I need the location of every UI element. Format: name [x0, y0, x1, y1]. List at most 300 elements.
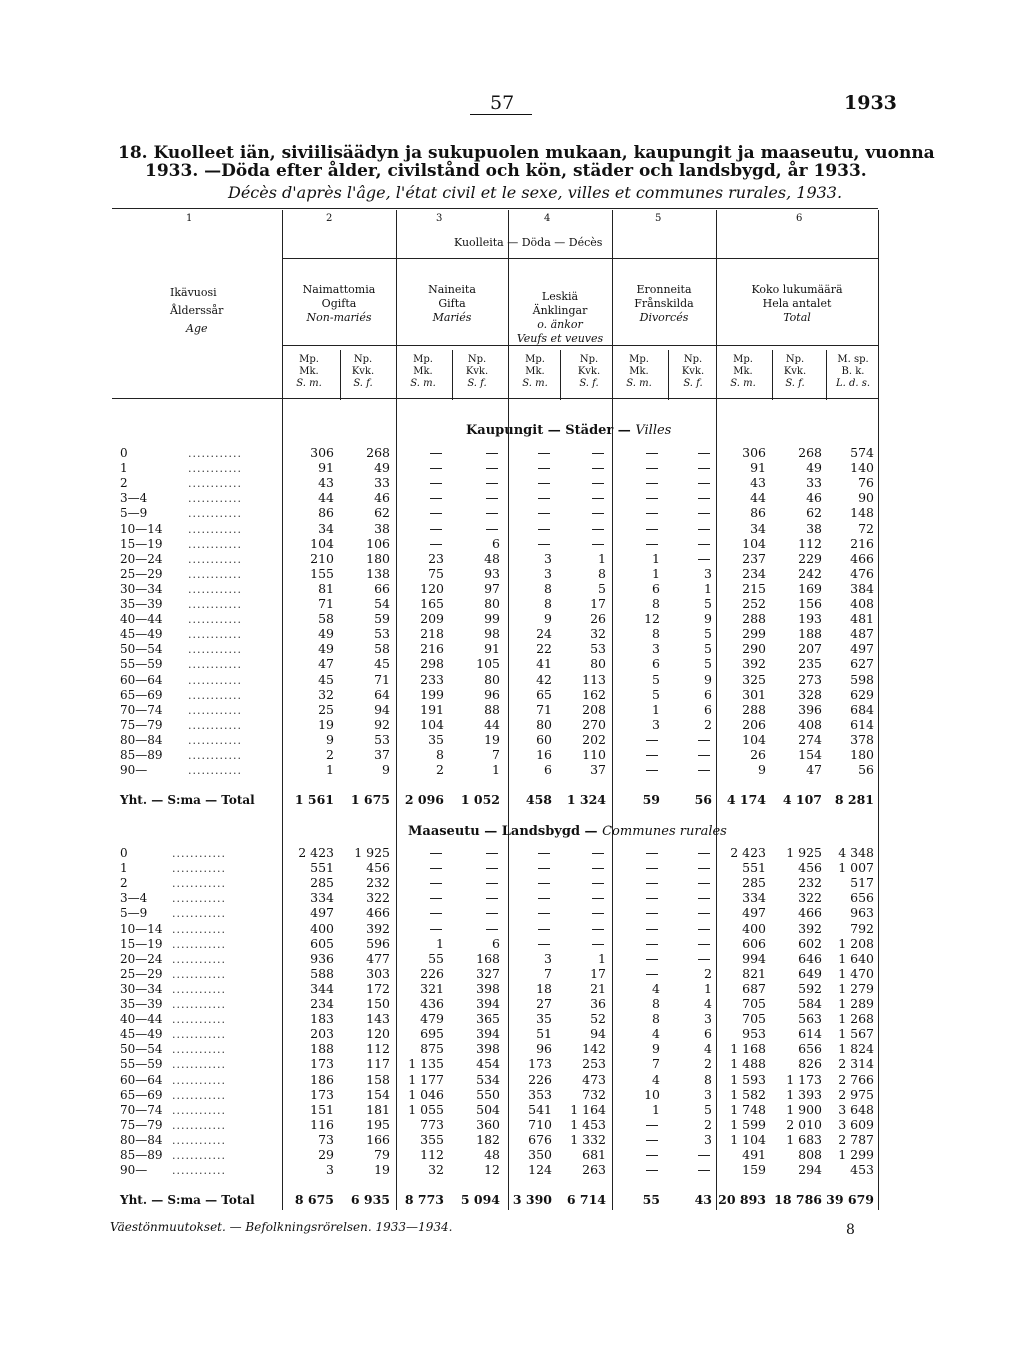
sub-header-line: Np.	[467, 354, 487, 365]
age-label: 35—39	[120, 597, 163, 611]
total-label: Yht. — S:ma — Total	[120, 793, 255, 807]
table-cell: 875	[420, 1041, 444, 1057]
leader-dots: ............	[188, 749, 242, 762]
leader-dots: ............	[188, 673, 242, 687]
total-cell: 20 893	[718, 1192, 766, 1207]
empty-cell-dash	[646, 959, 658, 960]
leader-dots: ............	[172, 877, 226, 891]
empty-cell-dash	[646, 740, 658, 741]
table-cell: 5	[704, 656, 712, 672]
table-cell: 936	[310, 950, 334, 966]
table-cell: 154	[798, 747, 822, 762]
sub-header-line: Mp.	[629, 354, 649, 365]
table-cell: 19	[374, 1162, 390, 1178]
leader-dots: ............	[188, 598, 242, 611]
table-cell: 8	[598, 565, 606, 581]
column-number: 4	[544, 213, 551, 224]
table-cell: 1 046	[408, 1086, 444, 1102]
leader-dots: ............	[172, 862, 226, 876]
table-cell: 138	[366, 565, 390, 581]
leader-dots: ............	[172, 1073, 226, 1087]
table-cell: 301	[742, 686, 766, 702]
age-label: 60—64	[120, 1072, 163, 1087]
table-cell: 1 299	[838, 1147, 874, 1162]
sub-header-line: S. m.	[522, 378, 548, 389]
table-cell: 199	[420, 686, 444, 702]
section-title: Kaupungit — Städer — Villes	[466, 423, 672, 438]
table-cell: 2 314	[838, 1056, 874, 1072]
table-cell: 398	[476, 980, 500, 996]
table-cell: 592	[798, 980, 822, 996]
table-cell: 1	[652, 1101, 660, 1117]
empty-cell-dash	[538, 453, 550, 454]
table-cell: 148	[850, 505, 874, 521]
table-cell: 42	[536, 671, 552, 687]
table-cell: 124	[528, 1162, 552, 1178]
empty-cell-dash	[486, 868, 498, 869]
age-label: 45—49	[120, 1027, 163, 1042]
page-number-rule	[470, 114, 532, 115]
table-cell: 168	[476, 950, 500, 966]
sub-header-line: B. k.	[841, 366, 865, 377]
leader-dots: ............	[172, 922, 226, 936]
age-label: 5—9	[120, 506, 148, 521]
table-cell: 466	[366, 905, 390, 921]
sub-header-line: Kvk.	[783, 366, 807, 377]
empty-cell-dash	[486, 853, 498, 854]
table-cell: 65	[536, 686, 552, 702]
table-cell: 2 787	[838, 1131, 874, 1147]
table-cell: 55	[428, 950, 444, 966]
table-cell: 203	[310, 1026, 334, 1042]
table-cell: 91	[484, 641, 500, 657]
table-cell: 90	[858, 490, 874, 506]
age-label: 90—	[120, 763, 148, 778]
empty-cell-dash	[430, 853, 442, 854]
age-label: 45—49	[120, 627, 163, 642]
table-cell: 46	[374, 490, 390, 506]
empty-cell-dash	[538, 468, 550, 469]
empty-cell-dash	[486, 468, 498, 469]
leader-dots: ............	[172, 892, 226, 906]
empty-cell-dash	[646, 453, 658, 454]
table-cell: 365	[476, 1011, 500, 1027]
table-cell: 3 609	[838, 1116, 874, 1132]
group-header-line: Leskiä	[541, 290, 579, 303]
leader-dots: ............	[188, 522, 242, 536]
empty-cell-dash	[646, 1170, 658, 1171]
sub-column-divider	[826, 350, 827, 400]
table-cell: 37	[590, 762, 606, 778]
table-cell: 1 567	[838, 1026, 874, 1042]
empty-cell-dash	[646, 883, 658, 884]
table-cell: 41	[536, 656, 552, 672]
table-cell: 963	[850, 905, 874, 921]
empty-cell-dash	[430, 883, 442, 884]
table-cell: 105	[476, 656, 500, 672]
table-cell: 9	[382, 762, 390, 778]
table-cell: 1 055	[408, 1101, 444, 1117]
age-label: 10—14	[120, 521, 163, 536]
table-cell: 156	[798, 596, 822, 611]
empty-cell-dash	[592, 944, 604, 945]
table-cell: 605	[310, 935, 334, 951]
table-cell: 17	[590, 965, 606, 981]
table-cell: 8	[652, 626, 660, 642]
leader-dots: ............	[172, 982, 226, 996]
sub-header-line: Mk.	[629, 366, 649, 377]
empty-cell-dash	[646, 468, 658, 469]
table-cell: 2	[326, 747, 334, 762]
table-cell: 79	[374, 1147, 390, 1162]
table-cell: 408	[798, 716, 822, 732]
table-cell: 29	[318, 1147, 334, 1162]
total-cell: 5 094	[460, 1192, 500, 1207]
empty-cell-dash	[592, 529, 604, 530]
table-cell: 104	[742, 535, 766, 551]
table-cell: 62	[806, 505, 822, 521]
sub-header-line: S. m.	[410, 378, 436, 389]
table-cell: 1	[492, 762, 500, 778]
table-cell: 687	[742, 980, 766, 996]
table-cell: 273	[798, 671, 822, 687]
table-cell: 534	[476, 1071, 500, 1087]
total-cell: 4 174	[726, 792, 766, 807]
table-cell: 25	[318, 701, 334, 717]
table-cell: 298	[420, 656, 444, 672]
table-cell: 392	[366, 920, 390, 936]
leader-dots: ............	[188, 567, 242, 581]
table-cell: 62	[374, 505, 390, 521]
age-label: 25—29	[120, 566, 163, 581]
table-cell: 2 975	[838, 1086, 874, 1102]
table-cell: 826	[798, 1056, 822, 1072]
empty-cell-dash	[592, 468, 604, 469]
age-label: 80—84	[120, 732, 163, 747]
table-cell: 234	[742, 565, 766, 581]
table-cell: 360	[476, 1116, 500, 1132]
table-cell: 398	[476, 1041, 500, 1057]
table-cell: 602	[798, 935, 822, 951]
table-cell: 456	[366, 860, 390, 876]
group-header-line: Änklingar	[532, 304, 588, 317]
table-cell: 5	[652, 671, 660, 687]
column-number: 1	[186, 213, 193, 224]
table-cell: 154	[366, 1086, 390, 1102]
table-cell: 5	[704, 626, 712, 642]
table-cell: 384	[850, 580, 874, 596]
total-cell: 458	[525, 792, 552, 807]
table-cell: 253	[582, 1056, 606, 1072]
leader-dots: ............	[172, 1013, 226, 1027]
deaths-caption: Kuolleita — Döda — Décès	[454, 236, 603, 249]
table-cell: 155	[310, 565, 334, 581]
empty-cell-dash	[538, 544, 550, 545]
table-cell: 1	[652, 565, 660, 581]
total-cell: 8 281	[834, 792, 874, 807]
table-cell: 1 268	[838, 1011, 874, 1027]
leader-dots: ............	[172, 1118, 226, 1132]
leader-dots: ............	[172, 1043, 226, 1057]
table-cell: 4	[652, 1071, 660, 1087]
table-cell: 237	[742, 550, 766, 566]
table-cell: 303	[366, 965, 390, 981]
empty-cell-dash	[646, 483, 658, 484]
table-cell: 1 164	[570, 1101, 606, 1117]
table-cell: 344	[310, 980, 334, 996]
total-cell: 8 773	[404, 1192, 444, 1207]
table-cell: 1 824	[838, 1041, 874, 1057]
sub-header-line: Kvk.	[351, 366, 375, 377]
table-cell: 38	[374, 520, 390, 536]
header-bottom-rule	[112, 398, 878, 399]
age-label: 70—74	[120, 702, 163, 717]
table-cell: 47	[806, 762, 822, 778]
table-cell: 1 332	[570, 1131, 606, 1147]
table-cell: 45	[318, 671, 334, 687]
age-label: 35—39	[120, 997, 163, 1011]
table-cell: 80	[536, 716, 552, 732]
age-label: 40—44	[120, 1012, 163, 1027]
empty-cell-dash	[592, 898, 604, 899]
leader-dots: ............	[188, 733, 242, 747]
table-cell: 233	[420, 671, 444, 687]
table-cell: 9	[704, 611, 712, 627]
table-cell: 23	[428, 550, 444, 566]
table-cell: 181	[366, 1101, 390, 1117]
table-cell: 88	[484, 701, 500, 717]
table-cell: 86	[750, 505, 766, 521]
table-cell: 235	[798, 656, 822, 672]
age-label: 10—14	[120, 921, 163, 936]
table-cell: 34	[750, 520, 766, 536]
empty-cell-dash	[430, 868, 442, 869]
sub-header-line: L. d. s.	[835, 378, 871, 389]
sub-header-line: Kvk.	[465, 366, 489, 377]
table-cell: 19	[484, 731, 500, 747]
empty-cell-dash	[538, 868, 550, 869]
table-cell: 94	[590, 1026, 606, 1042]
leader-dots: ............	[172, 967, 226, 981]
table-cell: 8	[544, 580, 552, 596]
empty-cell-dash	[486, 498, 498, 499]
table-cell: 588	[310, 965, 334, 981]
table-cell: 209	[420, 611, 444, 627]
sub-header-line: Mp.	[525, 354, 545, 365]
table-cell: 274	[798, 731, 822, 747]
table-cell: 113	[582, 671, 606, 687]
empty-cell-dash	[486, 898, 498, 899]
group-header-line: Gifta	[438, 297, 466, 310]
table-cell: 355	[420, 1131, 444, 1147]
table-cell: 1 900	[786, 1101, 822, 1117]
group-header-line: Frånskilda	[634, 297, 694, 310]
table-cell: 6	[652, 656, 660, 672]
total-cell: 55	[642, 1192, 660, 1207]
table-cell: 322	[798, 890, 822, 906]
total-label: Yht. — S:ma — Total	[120, 1193, 255, 1207]
table-cell: 3	[652, 641, 660, 657]
total-cell: 39 679	[826, 1192, 874, 1207]
table-cell: 517	[850, 875, 874, 891]
table-cell: 12	[484, 1162, 500, 1178]
table-cell: 7	[544, 965, 552, 981]
table-cell: 321	[420, 980, 444, 996]
table-cell: 49	[806, 460, 822, 476]
age-label: 30—34	[120, 581, 163, 596]
table-cell: 38	[806, 520, 822, 536]
table-cell: 268	[366, 445, 390, 460]
table-cell: 551	[310, 860, 334, 876]
table-cell: 162	[582, 686, 606, 702]
table-cell: 646	[798, 950, 822, 966]
empty-cell-dash	[646, 944, 658, 945]
table-cell: 584	[798, 996, 822, 1011]
leader-dots: ............	[188, 507, 242, 521]
age-label: 40—44	[120, 612, 163, 627]
table-cell: 396	[798, 701, 822, 717]
table-cell: 188	[310, 1041, 334, 1057]
table-cell: 5	[704, 641, 712, 657]
age-label: 65—69	[120, 1087, 163, 1102]
table-cell: 1 168	[730, 1041, 766, 1057]
table-cell: 215	[742, 580, 766, 596]
total-cell: 3 390	[512, 1192, 552, 1207]
table-cell: 159	[742, 1162, 766, 1178]
table-cell: 6	[704, 701, 712, 717]
table-cell: 158	[366, 1071, 390, 1087]
leader-dots: ............	[188, 613, 242, 627]
table-cell: 5	[652, 686, 660, 702]
table-cell: 207	[798, 641, 822, 657]
table-cell: 173	[528, 1056, 552, 1072]
table-cell: 394	[476, 1026, 500, 1042]
age-header-fr: Age	[186, 322, 208, 335]
table-cell: 49	[374, 460, 390, 476]
table-cell: 6	[492, 535, 500, 551]
table-cell: 456	[798, 860, 822, 876]
table-cell: 18	[536, 980, 552, 996]
table-cell: 1	[598, 950, 606, 966]
table-cell: 3	[544, 565, 552, 581]
age-label: 2	[120, 876, 128, 891]
table-cell: 43	[318, 475, 334, 491]
table-cell: 953	[742, 1026, 766, 1042]
empty-cell-dash	[646, 898, 658, 899]
table-cell: 206	[742, 716, 766, 732]
table-cell: 182	[476, 1131, 500, 1147]
table-cell: 8	[652, 1011, 660, 1027]
table-cell: 33	[374, 475, 390, 491]
table-cell: 52	[590, 1011, 606, 1027]
table-cell: 350	[528, 1147, 552, 1162]
table-cell: 150	[366, 996, 390, 1011]
table-cell: 7	[652, 1056, 660, 1072]
table-cell: 1	[326, 762, 334, 778]
empty-cell-dash	[592, 513, 604, 514]
table-cell: 4	[704, 996, 712, 1011]
table-cell: 477	[366, 950, 390, 966]
table-cell: 76	[858, 475, 874, 491]
table-cell: 551	[742, 860, 766, 876]
leader-dots: ............	[172, 1028, 226, 1042]
leader-dots: ............	[188, 643, 242, 657]
table-cell: 322	[366, 890, 390, 906]
table-cell: 1 135	[408, 1056, 444, 1072]
table-cell: 117	[366, 1056, 390, 1072]
table-cell: 773	[420, 1116, 444, 1132]
empty-cell-dash	[538, 913, 550, 914]
table-cell: 3	[544, 950, 552, 966]
table-cell: 649	[798, 965, 822, 981]
table-cell: 19	[318, 716, 334, 732]
table-cell: 808	[798, 1147, 822, 1162]
total-cell: 1 675	[350, 792, 390, 807]
table-cell: 2 423	[298, 845, 334, 860]
empty-cell-dash	[430, 513, 442, 514]
leader-dots: ............	[188, 688, 242, 702]
table-cell: 334	[310, 890, 334, 906]
sub-header-line: Mk.	[733, 366, 753, 377]
group-header-line: o. änkor	[537, 318, 583, 331]
table-cell: 4	[704, 1041, 712, 1057]
table-cell: 1	[598, 550, 606, 566]
empty-cell-dash	[646, 853, 658, 854]
empty-cell-dash	[646, 929, 658, 930]
empty-cell-dash	[430, 913, 442, 914]
table-cell: 394	[476, 996, 500, 1011]
table-cell: 226	[528, 1071, 552, 1087]
age-label: 75—79	[120, 717, 163, 732]
table-cell: 8	[652, 996, 660, 1011]
table-cell: 4 348	[838, 845, 874, 860]
table-cell: 9	[652, 1041, 660, 1057]
table-cell: 2 010	[786, 1116, 822, 1132]
leader-dots: ............	[188, 492, 242, 506]
table-cell: 34	[318, 520, 334, 536]
table-cell: 16	[536, 747, 552, 762]
leader-dots: ............	[188, 658, 242, 672]
age-label: 85—89	[120, 748, 163, 762]
empty-cell-dash	[592, 853, 604, 854]
table-cell: 64	[374, 686, 390, 702]
empty-cell-dash	[486, 883, 498, 884]
table-cell: 481	[850, 611, 874, 627]
sub-header-line: Np.	[579, 354, 599, 365]
table-cell: 75	[428, 565, 444, 581]
table-cell: 71	[536, 701, 552, 717]
table-cell: 33	[806, 475, 822, 491]
table-cell: 8	[544, 596, 552, 611]
table-cell: 44	[750, 490, 766, 506]
group-header-line: Eronneita	[636, 283, 692, 296]
empty-cell-dash	[646, 755, 658, 756]
table-cell: 656	[798, 1041, 822, 1057]
table-cell: 59	[374, 611, 390, 627]
empty-cell-dash	[646, 513, 658, 514]
table-cell: 186	[310, 1071, 334, 1087]
table-cell: 453	[850, 1162, 874, 1178]
sub-header-line: S. f.	[683, 378, 703, 389]
table-cell: 193	[798, 611, 822, 627]
table-cell: 1 488	[730, 1056, 766, 1072]
group-header-line: Non-mariés	[306, 311, 372, 324]
table-cell: 392	[798, 920, 822, 936]
empty-cell-dash	[538, 513, 550, 514]
empty-cell-dash	[538, 883, 550, 884]
table-cell: 334	[742, 890, 766, 906]
table-cell: 44	[484, 716, 500, 732]
